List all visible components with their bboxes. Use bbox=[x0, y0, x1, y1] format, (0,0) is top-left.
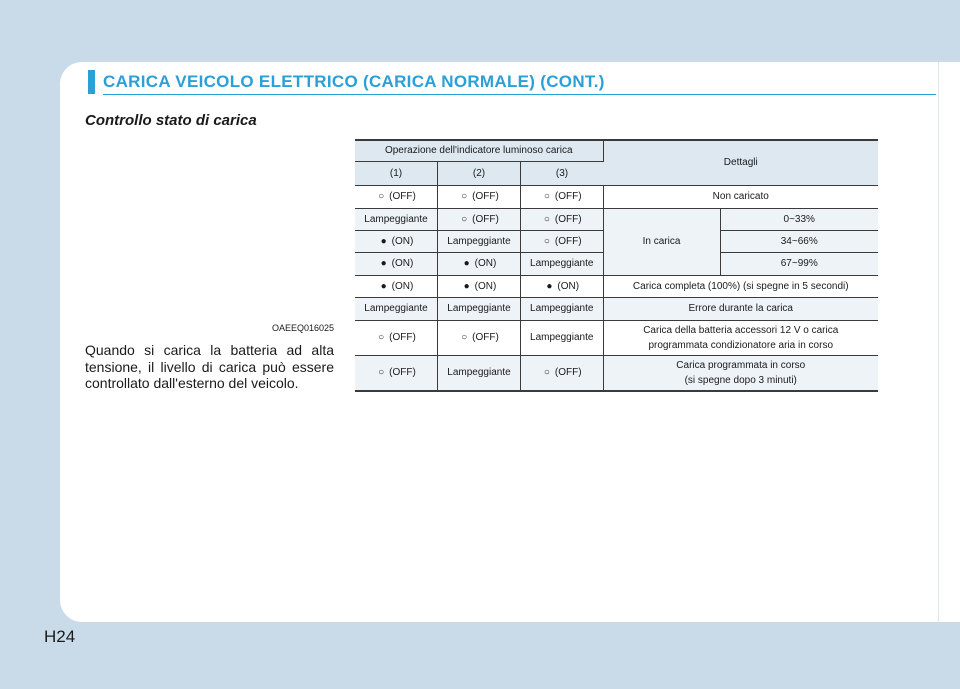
header-details: Dettagli bbox=[603, 140, 878, 185]
detail-cell: 34~66% bbox=[720, 230, 878, 252]
table-row bbox=[355, 275, 878, 297]
blink-cell: Lampeggiante bbox=[521, 320, 604, 355]
detail-cell: Non caricato bbox=[603, 185, 878, 208]
blink-cell: Lampeggiante bbox=[438, 297, 521, 320]
blink-cell: Lampeggiante bbox=[521, 297, 604, 320]
header-col-3: (3) bbox=[521, 161, 604, 185]
header-col-1: (1) bbox=[355, 161, 438, 185]
indicator-off-icon: ○ (OFF) bbox=[542, 191, 582, 202]
indicator-off-icon: ○ (OFF) bbox=[376, 367, 416, 378]
header-col-2: (2) bbox=[438, 161, 521, 185]
detail-cell: 0~33% bbox=[720, 208, 878, 230]
charge-status-table bbox=[355, 139, 878, 392]
table-row bbox=[355, 185, 878, 208]
right-margin-line bbox=[938, 62, 939, 622]
detail-cell: Carica completa (100%) (si spegne in 5 secondi) bbox=[603, 275, 878, 297]
indicator-on-icon: ● (ON) bbox=[379, 236, 414, 247]
figure-code: OAEEQ016025 bbox=[271, 323, 334, 333]
detail-cell bbox=[603, 320, 878, 355]
detail-line: (si spegne dopo 3 minuti) bbox=[684, 374, 797, 386]
header-accent-bar bbox=[88, 70, 95, 94]
blink-cell: Lampeggiante bbox=[521, 252, 604, 275]
body-paragraph: Quando si carica la batteria ad alta tensione, il livello di carica può essere controllato dall'esterno del veicolo. bbox=[85, 342, 334, 391]
header-indicator-operation: Operazione dell'indicatore luminoso carica bbox=[355, 140, 603, 161]
detail-line: programmata condizionatore aria in corso bbox=[648, 339, 834, 351]
table-row bbox=[355, 320, 878, 355]
indicator-off-icon: ○ (OFF) bbox=[459, 214, 499, 225]
indicator-off-icon: ○ (OFF) bbox=[459, 191, 499, 202]
blink-cell: Lampeggiante bbox=[355, 297, 438, 320]
blink-cell: Lampeggiante bbox=[355, 208, 438, 230]
indicator-on-icon: ● (ON) bbox=[379, 281, 414, 292]
indicator-on-icon: ● (ON) bbox=[379, 258, 414, 269]
indicator-on-icon: ● (ON) bbox=[462, 258, 497, 269]
blink-cell: Lampeggiante bbox=[438, 355, 521, 391]
detail-group-cell: In carica bbox=[603, 208, 720, 275]
subsection-title: Controllo stato di carica bbox=[85, 112, 257, 129]
table-row bbox=[355, 355, 878, 391]
indicator-off-icon: ○ (OFF) bbox=[376, 332, 416, 343]
indicator-off-icon: ○ (OFF) bbox=[376, 191, 416, 202]
indicator-on-icon: ● (ON) bbox=[462, 281, 497, 292]
blink-cell: Lampeggiante bbox=[438, 230, 521, 252]
indicator-off-icon: ○ (OFF) bbox=[542, 236, 582, 247]
detail-line: Carica programmata in corso bbox=[676, 359, 806, 371]
detail-cell bbox=[603, 355, 878, 391]
detail-cell: 67~99% bbox=[720, 252, 878, 275]
indicator-off-icon: ○ (OFF) bbox=[542, 367, 582, 378]
header-rule bbox=[103, 94, 936, 95]
page-number: H24 bbox=[44, 627, 76, 646]
indicator-off-icon: ○ (OFF) bbox=[542, 214, 582, 225]
indicator-on-icon: ● (ON) bbox=[544, 281, 579, 292]
detail-line: Carica della batteria accessori 12 V o carica bbox=[643, 324, 839, 336]
table-row bbox=[355, 297, 878, 320]
section-header-title: CARICA VEICOLO ELETTRICO (CARICA NORMALE) (CONT.) bbox=[103, 72, 605, 91]
detail-cell: Errore durante la carica bbox=[603, 297, 878, 320]
table-row bbox=[355, 208, 878, 230]
indicator-off-icon: ○ (OFF) bbox=[459, 332, 499, 343]
